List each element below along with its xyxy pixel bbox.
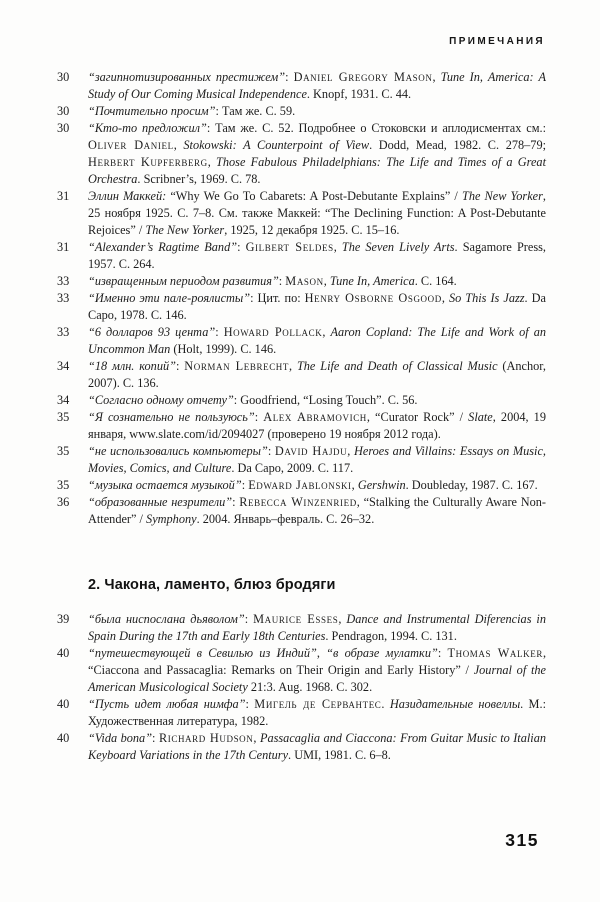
note-text-segment: : bbox=[237, 240, 246, 254]
note-text bbox=[88, 443, 546, 477]
note-number: 40 bbox=[57, 697, 70, 711]
note-entry bbox=[57, 120, 546, 188]
note-text-segment: (Anchor, 2007). С. 136. bbox=[88, 359, 546, 390]
note-text-segment: . bbox=[381, 697, 390, 711]
note-text-segment: “музыка остается музыкой” bbox=[88, 478, 242, 492]
note-text-segment: . С. 164. bbox=[414, 274, 457, 288]
note-number: 40 bbox=[57, 731, 70, 745]
note-text-segment: Stokowski: A Counterpoint of View bbox=[183, 138, 370, 152]
note-text-segment: : bbox=[215, 325, 224, 339]
note-text-segment: Aaron Copland: The Life and Work of an Uncommon Man bbox=[88, 325, 546, 356]
note-text-segment: , 25 ноября 1925. С. 7–8. См. также Маккей: “The Declining Function: A Post-Debutante Rejoices” / bbox=[88, 189, 546, 237]
note-text-segment: Heroes and Villains: Essays on Music, Movies, Comics, and Culture bbox=[88, 444, 547, 475]
note-number: 36 bbox=[57, 495, 70, 509]
note-text-segment: , bbox=[347, 444, 354, 458]
note-text-segment: Назидательные новеллы bbox=[389, 697, 521, 711]
note-text-segment: Thomas Walker bbox=[447, 646, 543, 660]
note-text-segment: “была ниспослана дьяволом” bbox=[88, 612, 245, 626]
note-text bbox=[88, 730, 546, 764]
note-text-segment: “Кто-то предложил” bbox=[88, 121, 207, 135]
note-text bbox=[88, 358, 546, 392]
note-text-segment: Those Fabulous Philadelphians: The Life and Times of a Great Orchestra bbox=[88, 155, 546, 186]
note-entry bbox=[57, 477, 546, 494]
note-text-segment: Gilbert Seldes bbox=[245, 240, 334, 254]
note-number: 33 bbox=[57, 291, 70, 305]
note-number: 31 bbox=[57, 240, 70, 254]
section-heading: 2. Чакона, ламенто, блюз бродяги bbox=[88, 577, 336, 593]
note-entry bbox=[57, 409, 546, 443]
note-number: 33 bbox=[57, 325, 70, 339]
note-text-segment: : bbox=[254, 410, 264, 424]
note-text-segment: “извращенным периодом развития” bbox=[88, 274, 279, 288]
note-text-segment: Slate bbox=[468, 410, 493, 424]
note-text-segment: Henry Osborne Osgood bbox=[304, 291, 442, 305]
note-text bbox=[88, 188, 546, 239]
note-text-segment: Alex Abramovich bbox=[263, 410, 367, 424]
note-number: 33 bbox=[57, 274, 70, 288]
note-entry bbox=[57, 392, 546, 409]
note-text-segment: . UMI, 1981. С. 6–8. bbox=[288, 748, 391, 762]
note-entry bbox=[57, 645, 546, 696]
note-text-segment: The New Yorker bbox=[145, 223, 225, 237]
note-text-segment: Gershwin bbox=[357, 478, 406, 492]
note-text-segment: “образованные незрители” bbox=[88, 495, 233, 509]
note-text-segment: . М.: Художественная литература, 1982. bbox=[88, 697, 546, 728]
note-text-segment: , bbox=[207, 155, 217, 169]
note-text-segment: . Doubleday, 1987. С. 167. bbox=[405, 478, 538, 492]
note-text-segment: Maurice Esses bbox=[253, 612, 339, 626]
note-text-segment: . Sagamore Press, 1957. С. 264. bbox=[88, 240, 546, 271]
note-text-segment: The Seven Lively Arts bbox=[341, 240, 455, 254]
note-text-segment: , bbox=[289, 359, 297, 373]
note-text-segment: , bbox=[432, 70, 441, 84]
note-text-segment: Tune In, America: A Study of Our Coming Musical Independence bbox=[88, 70, 546, 101]
note-text bbox=[88, 409, 546, 443]
note-text-segment: Mason bbox=[285, 274, 324, 288]
notes-section-1 bbox=[57, 69, 546, 528]
note-text-segment: Howard Pollack bbox=[223, 325, 323, 339]
note-text bbox=[88, 239, 546, 273]
note-text-segment: : bbox=[241, 478, 249, 492]
note-text-segment: : bbox=[285, 70, 294, 84]
note-text-segment: . Da Capo, 1978. С. 146. bbox=[88, 291, 546, 322]
note-entry bbox=[57, 443, 546, 477]
notes-section-2 bbox=[57, 577, 546, 764]
note-number: 30 bbox=[57, 104, 70, 118]
note-text-segment: , bbox=[316, 646, 327, 660]
note-text bbox=[88, 696, 546, 730]
note-text bbox=[88, 120, 546, 188]
note-text-segment: : Цит. по: bbox=[250, 291, 305, 305]
note-entry bbox=[57, 696, 546, 730]
note-text-segment: The Life and Death of Classical Music bbox=[296, 359, 498, 373]
note-text-segment: , bbox=[323, 274, 330, 288]
note-text-segment: . Scribner’s, 1969. С. 78. bbox=[137, 172, 261, 186]
note-number: 35 bbox=[57, 478, 70, 492]
note-text-segment: : bbox=[437, 646, 448, 660]
note-number: 34 bbox=[57, 393, 70, 407]
notes-section-2-list bbox=[57, 611, 546, 764]
note-text-segment: : bbox=[244, 612, 254, 626]
note-entry bbox=[57, 188, 546, 239]
note-text-segment: Richard Hudson bbox=[158, 731, 254, 745]
note-text-segment: . Da Capo, 2009. С. 117. bbox=[231, 461, 354, 475]
note-text-segment: , “Stalking the Culturally Aware Non-Attender” / bbox=[88, 495, 546, 526]
note-text-segment: : bbox=[152, 731, 159, 745]
note-text bbox=[88, 324, 546, 358]
note-entry bbox=[57, 103, 546, 120]
note-text-segment: Tune In, America bbox=[329, 274, 415, 288]
note-text bbox=[88, 69, 546, 103]
note-text bbox=[88, 290, 546, 324]
note-text bbox=[88, 273, 546, 290]
note-text-segment: “путешествующей в Севилью из Индий” bbox=[88, 646, 317, 660]
note-number: 40 bbox=[57, 646, 70, 660]
note-text-segment: Rebecca Winzenried bbox=[239, 495, 357, 509]
note-number: 31 bbox=[57, 189, 70, 203]
note-text-segment: , bbox=[338, 612, 347, 626]
note-text-segment: , bbox=[351, 478, 358, 492]
note-text-segment: , 1925, 12 декабря 1925. С. 15–16. bbox=[224, 223, 400, 237]
note-text-segment: “Именно эти пале-роялисты” bbox=[88, 291, 251, 305]
note-text-segment: Oliver Daniel bbox=[88, 138, 174, 152]
note-text-segment: “Согласно одному отчету” bbox=[88, 393, 234, 407]
note-text-segment: . Pendragon, 1994. С. 131. bbox=[325, 629, 457, 643]
note-entry bbox=[57, 290, 546, 324]
note-number: 39 bbox=[57, 612, 70, 626]
note-text-segment: 21:3. Aug. 1968. С. 302. bbox=[247, 680, 373, 694]
page-number: 315 bbox=[505, 830, 539, 850]
note-number: 34 bbox=[57, 359, 70, 373]
note-text-segment: , bbox=[333, 240, 342, 254]
note-text-segment: “18 млн. копий” bbox=[88, 359, 176, 373]
note-text-segment: David Hajdu bbox=[274, 444, 348, 458]
note-text-segment: , bbox=[441, 291, 449, 305]
note-text-segment: : bbox=[175, 359, 185, 373]
note-text-segment: (Holt, 1999). С. 146. bbox=[170, 342, 277, 356]
note-text bbox=[88, 392, 546, 409]
note-text-segment: . 2004. Январь–февраль. С. 26–32. bbox=[196, 512, 375, 526]
note-text-segment: , 2004, 19 января, www.slate.com/id/2094027 (проверено 19 ноября 2012 года). bbox=[88, 410, 546, 441]
note-text-segment: : Там же. С. 52. Подробнее о Стоковски и аплодисментах см.: bbox=[206, 121, 546, 135]
note-text-segment: “Vida bona” bbox=[88, 731, 153, 745]
note-text bbox=[88, 103, 546, 120]
note-text-segment: Journal of the American Musicological Society bbox=[88, 663, 546, 694]
note-text bbox=[88, 494, 546, 528]
note-text-segment: , bbox=[253, 731, 260, 745]
note-text-segment: “не использовались компьютеры” bbox=[88, 444, 268, 458]
note-text-segment: . Knopf, 1931. С. 44. bbox=[306, 87, 412, 101]
note-text-segment: : bbox=[278, 274, 286, 288]
note-text-segment: “Пусть идет любая нимфа” bbox=[88, 697, 246, 711]
note-number: 30 bbox=[57, 121, 70, 135]
note-entry bbox=[57, 324, 546, 358]
note-number: 35 bbox=[57, 410, 70, 424]
note-text-segment: , “Ciaccona and Passacaglia: Remarks on Their Origin and Early History” / bbox=[88, 646, 547, 677]
note-entry bbox=[57, 494, 546, 528]
note-entry bbox=[57, 273, 546, 290]
note-text-segment: , “Curator Rock” / bbox=[366, 410, 469, 424]
note-text-segment: Norman Lebrecht bbox=[184, 359, 289, 373]
note-text-segment: Edward Jablonski bbox=[248, 478, 352, 492]
note-text-segment: : bbox=[267, 444, 275, 458]
note-text-segment: “загипнотизированных престижем” bbox=[88, 70, 286, 84]
note-text-segment: Passacaglia and Ciaccona: From Guitar Music to Italian Keyboard Variations in the 17th Century bbox=[88, 731, 547, 762]
note-text-segment: : bbox=[245, 697, 255, 711]
note-entry bbox=[57, 69, 546, 103]
note-entry bbox=[57, 730, 546, 764]
note-text-segment: “Why We Go To Cabarets: A Post-Debutante Explains” / bbox=[166, 189, 462, 203]
note-text bbox=[88, 611, 546, 645]
note-text-segment: The New Yorker bbox=[461, 189, 543, 203]
note-text-segment: , bbox=[173, 138, 184, 152]
note-text-segment: : Там же. С. 59. bbox=[215, 104, 296, 118]
running-head: ПРИМЕЧАНИЯ bbox=[449, 36, 545, 47]
note-text-segment: So This Is Jazz bbox=[448, 291, 525, 305]
note-entry bbox=[57, 358, 546, 392]
note-entry bbox=[57, 611, 546, 645]
note-text-segment: Daniel Gregory Mason bbox=[293, 70, 433, 84]
note-text-segment: “в образе мулатки” bbox=[326, 646, 438, 660]
note-text-segment: Мигель де Сервантес bbox=[254, 697, 382, 711]
note-text-segment: : Goodfriend, “Losing Touch”. С. 56. bbox=[233, 393, 418, 407]
note-text-segment: Dance and Instrumental Diferencias in Spain During the 17th and Early 18th Centuries bbox=[88, 612, 546, 643]
note-text-segment: Эллин Маккей: bbox=[88, 189, 167, 203]
note-text-segment: “Я сознательно не пользуюсь” bbox=[88, 410, 255, 424]
note-number: 35 bbox=[57, 444, 70, 458]
note-text-segment: Herbert Kupferberg bbox=[88, 155, 208, 169]
note-text-segment: . Dodd, Mead, 1982. С. 278–79; bbox=[369, 138, 547, 152]
note-text-segment: , bbox=[322, 325, 331, 339]
note-text-segment: “6 долларов 93 цента” bbox=[88, 325, 216, 339]
note-text-segment: “Почтительно просим” bbox=[88, 104, 216, 118]
note-text-segment: “Alexander’s Ragtime Band” bbox=[88, 240, 238, 254]
note-entry bbox=[57, 239, 546, 273]
note-text bbox=[88, 645, 546, 696]
note-text-segment: : bbox=[232, 495, 240, 509]
note-text bbox=[88, 477, 546, 494]
note-text-segment: Symphony bbox=[146, 512, 197, 526]
note-number: 30 bbox=[57, 70, 70, 84]
